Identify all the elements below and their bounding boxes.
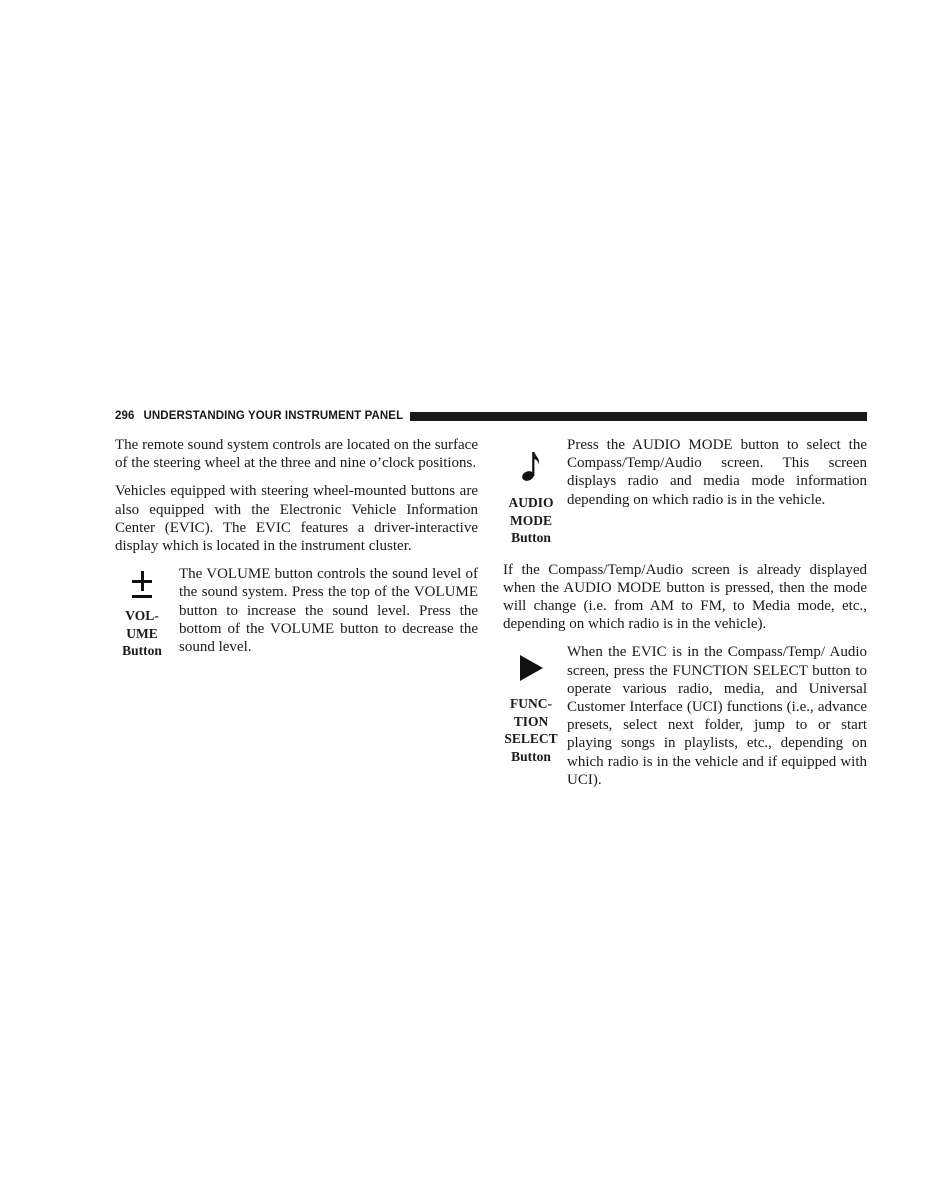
function-select-feature bbox=[503, 643, 867, 789]
function-select-caption-4: Button bbox=[511, 748, 551, 764]
audio-mode-feature bbox=[503, 436, 867, 547]
audio-mode-caption-2: MODE bbox=[510, 512, 552, 528]
function-select-description: When the EVIC is in the Compass/Temp/ Audio screen, press the FUNCTION SELECT button to operate various radio, media, and Universal Customer Interface (UCI) functions (i.e., advance presets, select next folder, jump to or start playing songs in playlists, etc., depending on which radio is in the vehicle and if equipped with UCI). bbox=[567, 644, 867, 788]
intro-paragraph: The remote sound system controls are located on the surface of the steering wheel at the three and nine o’clock positions. bbox=[115, 437, 478, 472]
section-title: UNDERSTANDING YOUR INSTRUMENT PANEL bbox=[143, 410, 404, 422]
function-select-caption-3: SELECT bbox=[504, 731, 558, 747]
function-select-icon-cell bbox=[503, 643, 559, 789]
header-rule bbox=[410, 412, 867, 421]
left-column bbox=[115, 436, 478, 674]
page-header bbox=[115, 409, 867, 423]
volume-button-feature bbox=[115, 565, 478, 660]
audio-mode-caption-1: AUDIO bbox=[508, 495, 554, 510]
volume-description: The VOLUME button controls the sound level of the sound system. Press the top of the VOLUME button to increase the sound level. Press the bottom of the VOLUME button to decrease the sound level. bbox=[179, 566, 478, 656]
volume-icon-cell bbox=[115, 565, 169, 660]
music-note-icon bbox=[521, 450, 541, 482]
audio-mode-icon-cell bbox=[503, 436, 559, 547]
plus-minus-icon bbox=[131, 571, 153, 597]
audio-mode-caption-3: Button bbox=[511, 530, 551, 545]
volume-caption-3: Button bbox=[122, 643, 162, 659]
function-select-caption-2: TION bbox=[513, 713, 549, 729]
volume-caption-2: UME bbox=[126, 625, 158, 641]
function-select-caption-1: FUNC- bbox=[510, 696, 552, 712]
play-triangle-icon bbox=[519, 655, 543, 681]
right-column bbox=[503, 436, 867, 803]
mode-change-paragraph: If the Compass/Temp/Audio screen is already displayed when the AUDIO MODE button is pressed, then the mode will change (i.e. from AM to FM, to Media mode, etc., depending on which radio is in the vehicle). bbox=[503, 561, 867, 633]
volume-caption-1: VOL- bbox=[125, 608, 159, 624]
evic-paragraph: Vehicles equipped with steering wheel-mounted buttons are also equipped with the Electronic Vehicle Information Center (EVIC). The EVIC features a driver-interactive display which is located in the instrument cluster. bbox=[115, 483, 478, 555]
audio-mode-description: Press the AUDIO MODE button to select the Compass/Temp/Audio screen. This screen displays radio and media mode information depending on which radio is in the vehicle. bbox=[567, 437, 867, 508]
page-number: 296 bbox=[115, 410, 135, 422]
